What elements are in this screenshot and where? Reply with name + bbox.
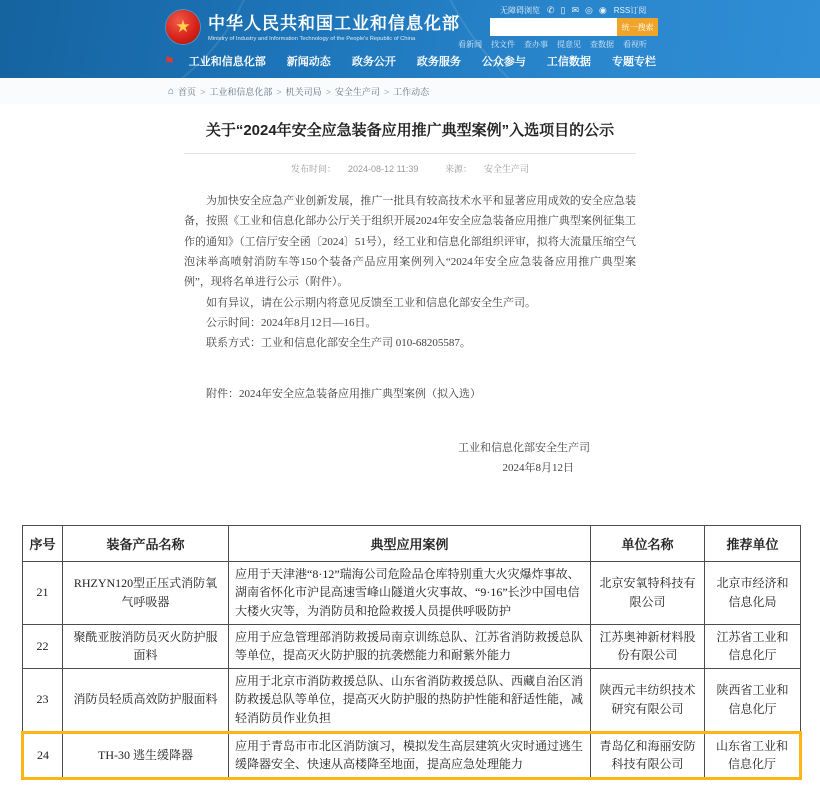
- rss-link[interactable]: RSS订阅: [613, 6, 647, 15]
- table-row: [23, 668, 801, 732]
- mail-icon[interactable]: ✉: [571, 5, 580, 15]
- breadcrumb-separator: >: [383, 86, 390, 97]
- cell-case: 应用于青岛市市北区消防演习，模拟发生高层建筑火灾时通过逃生缓降器安全、快速从高楼降至地面，提高应急处理能力: [229, 732, 591, 778]
- table-header-cell: 装备产品名称: [63, 525, 229, 561]
- cell-product: TH-30 逃生缓降器: [63, 732, 229, 778]
- quick-link[interactable]: 查数据: [590, 40, 614, 49]
- attachment-line[interactable]: 附件：2024年安全应急装备应用推广典型案例（拟入选）: [206, 387, 481, 400]
- cases-table: [21, 525, 802, 780]
- nav-item-4[interactable]: 公众参与: [481, 56, 526, 68]
- quick-link[interactable]: 看视听: [623, 40, 647, 49]
- article-paragraph: 联系方式：工业和信息化部安全生产司 010-68205587。: [206, 337, 471, 350]
- article-body: [184, 191, 636, 479]
- site-subtitle: Ministry of Industry and Information Technology of the People's Republic of China: [208, 35, 416, 42]
- nav-item-6[interactable]: 专题专栏: [611, 56, 656, 68]
- search-input[interactable]: [490, 18, 617, 36]
- signature: 工业和信息化部安全生产司: [458, 442, 590, 455]
- mobile-icon[interactable]: ▯: [560, 5, 566, 15]
- nav-item-0[interactable]: 工业和信息化部: [188, 56, 266, 68]
- cell-no: 23: [23, 668, 63, 732]
- nav-flag-icon: ⚑: [164, 54, 175, 68]
- article-paragraph: 为加快安全应急产业创新发展，推广一批具有较高技术水平和显著应用成效的安全应急装备，按照《工业和信息化部办公厅关于组织开展2024年安全应急装备应用推广典型案例征集工作的通知》（工信厅安全函〔2024〕51号），经工业和信息化部组织评审，拟将大流量压缩空气泡沫举高喷射消防车等150个装备产品应用案例列入“2024年安全应急装备应用推广典型案例”，现将名单进行公示（附件）。: [184, 195, 636, 289]
- table-row-highlighted: [23, 732, 801, 778]
- cell-no: 21: [23, 561, 63, 624]
- source: 安全生产司: [483, 164, 529, 174]
- cell-recommender: 陕西省工业和信息化厅: [705, 668, 801, 732]
- breadcrumb-item: 工作动态: [393, 87, 430, 97]
- cell-case: 应用于应急管理部消防救援局南京训练总队、江苏省消防救援总队等单位，提高灭火防护服的抗袭燃能力和耐紫外能力: [229, 624, 591, 668]
- cell-case: 应用于北京市消防救援总队、山东省消防救援总队、西藏自治区消防救援总队等单位，提高灭火防护服的热防护性能和舒适性能，减轻消防员作业负担: [229, 668, 591, 732]
- main-nav: [164, 53, 656, 69]
- quick-link[interactable]: 看新闻: [458, 40, 482, 49]
- cell-no: 22: [23, 624, 63, 668]
- cell-recommender: 北京市经济和信息化局: [705, 561, 801, 624]
- cases-table-section: [21, 525, 799, 780]
- source-label: 来源：: [444, 164, 472, 174]
- table-header-cell: 序号: [23, 525, 63, 561]
- breadcrumb-item[interactable]: 安全生产司: [334, 87, 380, 97]
- article-paragraph: 公示时间：2024年8月12日—16日。: [206, 317, 377, 330]
- table-header-cell: 单位名称: [591, 525, 705, 561]
- cell-product: 消防员轻质高效防护服面料: [63, 668, 229, 732]
- quick-link[interactable]: 提意见: [557, 40, 581, 49]
- search-button[interactable]: 统一搜索: [617, 18, 658, 36]
- wechat-icon[interactable]: ✆: [547, 5, 555, 15]
- table-row: [23, 624, 801, 668]
- cell-no: 24: [23, 732, 63, 778]
- cell-company: 陕西元丰纺织技术研究有限公司: [591, 668, 705, 732]
- breadcrumb-separator: >: [276, 86, 282, 97]
- table-header-cell: 推荐单位: [705, 525, 801, 561]
- national-emblem-icon: ★: [166, 10, 200, 44]
- network-icon[interactable]: ◎: [585, 5, 593, 15]
- cell-product: 聚酰亚胺消防员灭火防护服面料: [63, 624, 229, 668]
- nav-item-2[interactable]: 政务公开: [351, 56, 396, 68]
- title-divider: [184, 153, 636, 154]
- publish-time: 2024-08-12 11:39: [348, 164, 419, 174]
- article-meta: [184, 162, 636, 175]
- article-paragraph: 如有异议，请在公示期内将意见反馈至工业和信息化部安全生产司。: [206, 296, 536, 309]
- header-utilities: [500, 5, 646, 16]
- cell-recommender: 山东省工业和信息化厅: [705, 732, 801, 778]
- nav-item-3[interactable]: 政务服务: [416, 56, 461, 68]
- breadcrumb-home[interactable]: 首页: [178, 87, 197, 97]
- home-icon: ⌂: [168, 85, 175, 97]
- table-row: [23, 561, 801, 624]
- notice-document: [184, 120, 636, 479]
- search-bar: [490, 18, 658, 36]
- table-header-row: [23, 525, 801, 561]
- cell-company: 江苏奥神新材料股份有限公司: [591, 624, 705, 668]
- nav-item-5[interactable]: 工信数据: [546, 56, 591, 68]
- breadcrumb-item[interactable]: 机关司局: [285, 87, 322, 97]
- site-header: [0, 0, 820, 78]
- accessibility-link[interactable]: 无障碍浏览: [500, 6, 540, 15]
- breadcrumb-separator: >: [200, 86, 206, 97]
- table-header-cell: 典型应用案例: [229, 525, 591, 561]
- cell-company: 青岛亿和海丽安防科技有限公司: [591, 732, 705, 778]
- cell-product: RHZYN120型正压式消防氧气呼吸器: [63, 561, 229, 624]
- publish-time-label: 发布时间：: [291, 164, 337, 174]
- quick-link[interactable]: 查办事: [524, 40, 548, 49]
- cell-company: 北京安氧特科技有限公司: [591, 561, 705, 624]
- nav-item-1[interactable]: 新闻动态: [286, 56, 331, 68]
- site-logo[interactable]: [166, 9, 496, 44]
- breadcrumb: [0, 78, 820, 104]
- header-quick-links: [458, 39, 647, 50]
- signature-date: 2024年8月12日: [502, 462, 574, 475]
- weibo-icon[interactable]: ◉: [598, 5, 607, 15]
- cell-case: 应用于天津港“8·12”瑞海公司危险品仓库特别重大火灾爆炸事故、湖南省怀化市沪昆高速雪峰山隧道火灾事故、“9·16”长沙中国电信大楼火灾等，为消防员和抢险救援人员提供呼吸防护: [229, 561, 591, 624]
- page-title: 关于“2024年安全应急装备应用推广典型案例”入选项目的公示: [205, 122, 615, 139]
- cell-recommender: 江苏省工业和信息化厅: [705, 624, 801, 668]
- breadcrumb-item[interactable]: 工业和信息化部: [209, 87, 273, 97]
- site-title: 中华人民共和国工业和信息化部: [208, 14, 460, 33]
- breadcrumb-separator: >: [325, 86, 331, 97]
- quick-link[interactable]: 找文件: [491, 40, 515, 49]
